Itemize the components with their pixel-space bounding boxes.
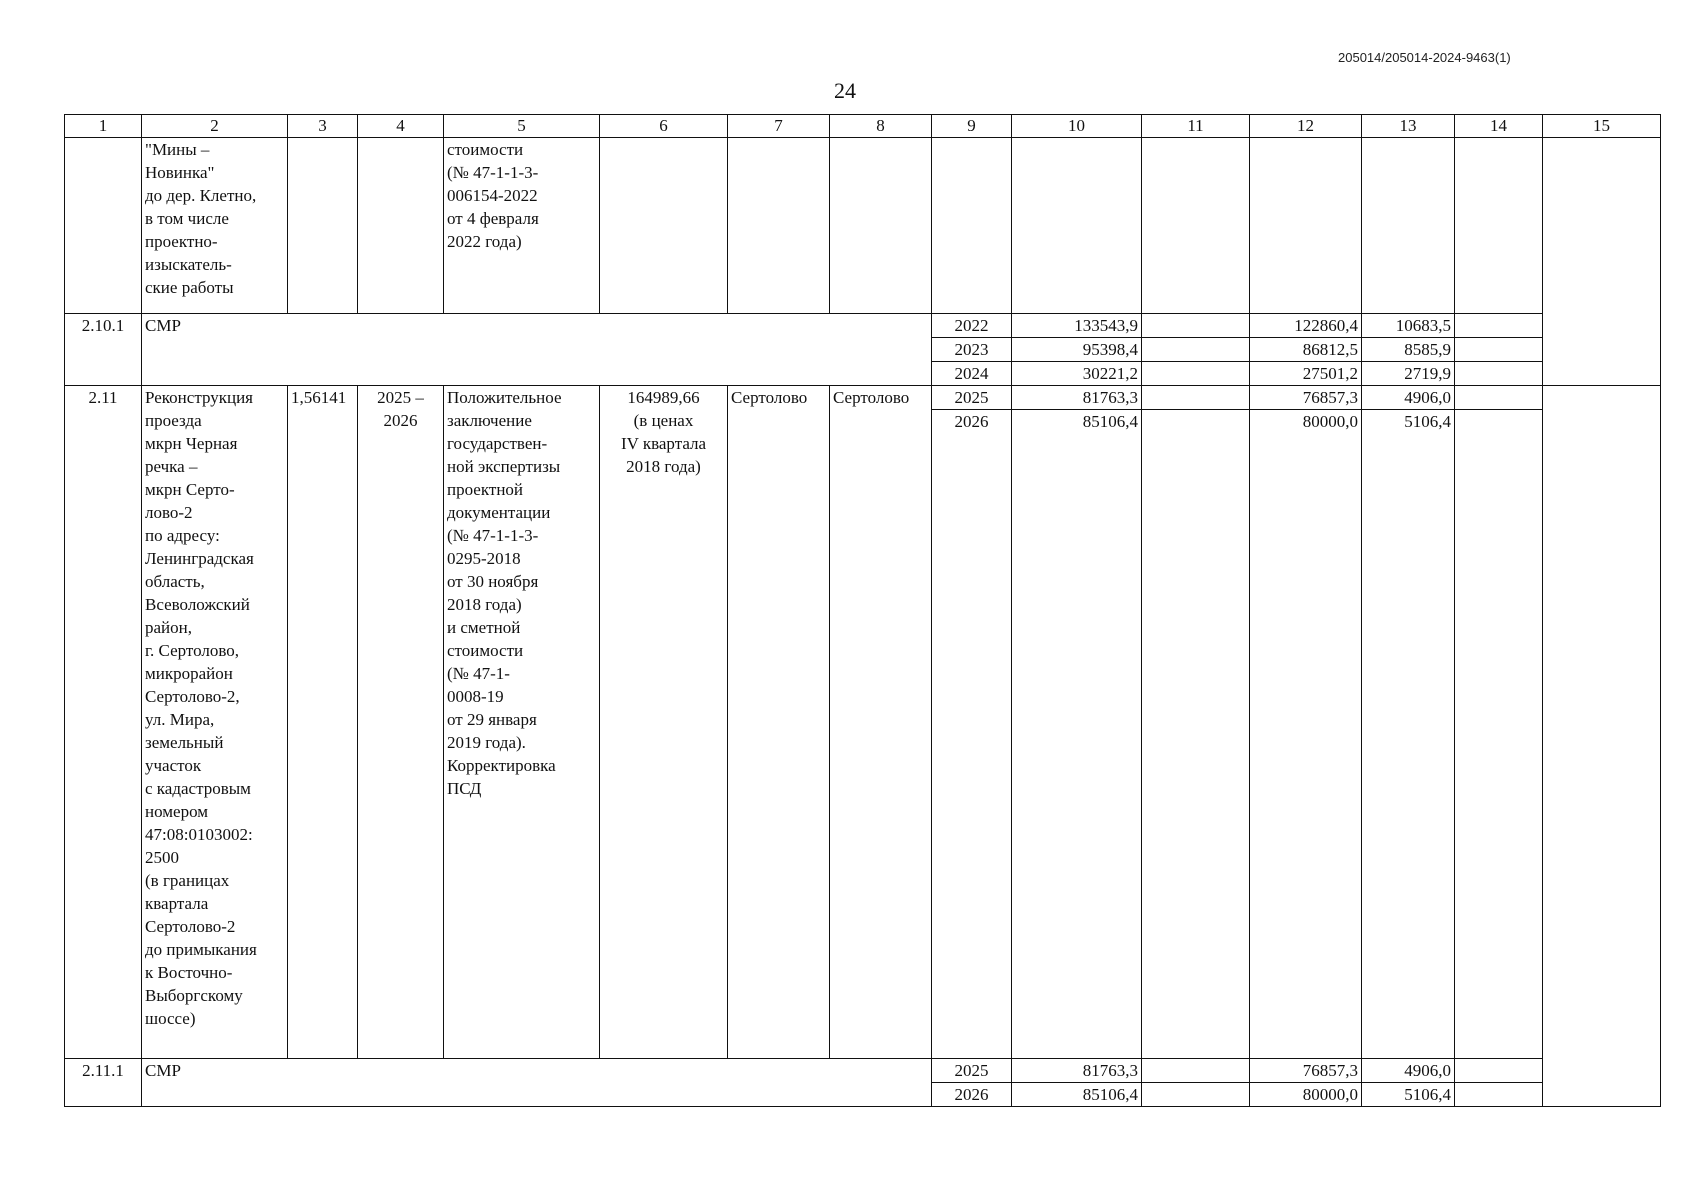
cell — [1142, 138, 1250, 314]
cell — [1142, 1059, 1250, 1083]
cell — [1250, 138, 1362, 314]
row-name: СМР — [142, 1059, 932, 1107]
year-cell: 2022 — [932, 314, 1012, 338]
object-name-cell: Реконструкция проезда мкрн Черная речка – мкрн Серто- лово-2 по адресу: Ленинградская область, Всеволожский район, г. Сертолово, микрорайон Сертолово-2, ул. Мира, земельный участок с кадастровым номером 47:08:0103002: 2500 (в границах квартала Сертолово-2 до примыкания к Восточно- Выборгскому шоссе) — [142, 386, 288, 1059]
col-header: 15 — [1543, 115, 1661, 138]
year-cell: 2023 — [932, 338, 1012, 362]
table-row — [65, 1059, 1661, 1083]
cell — [830, 138, 932, 314]
data-table — [64, 114, 1661, 1107]
col-header: 2 — [142, 115, 288, 138]
cell — [1142, 1083, 1250, 1107]
cell — [1142, 386, 1250, 410]
row-name: СМР — [142, 314, 932, 386]
cost-cell: 164989,66 (в ценах IV квартала 2018 года) — [600, 386, 728, 1059]
value-cell: 5106,4 — [1362, 1083, 1455, 1107]
cell — [288, 138, 358, 314]
col-header: 6 — [600, 115, 728, 138]
cell — [1142, 314, 1250, 338]
document-id: 205014/205014-2024-9463(1) — [1338, 50, 1511, 65]
location-cell: Сертолово — [728, 386, 830, 1059]
value-cell: 86812,5 — [1250, 338, 1362, 362]
col-header: 5 — [444, 115, 600, 138]
cell — [600, 138, 728, 314]
col-header: 8 — [830, 115, 932, 138]
year-cell: 2024 — [932, 362, 1012, 386]
value-cell: 81763,3 — [1012, 1059, 1142, 1083]
year-cell: 2025 — [932, 386, 1012, 410]
page-number: 24 — [834, 78, 856, 103]
value-cell: 10683,5 — [1362, 314, 1455, 338]
row-number: 2.10.1 — [65, 314, 142, 386]
cell — [65, 138, 142, 314]
cell — [1455, 1083, 1543, 1107]
period-cell: 2025 – 2026 — [358, 386, 444, 1059]
cell — [1012, 138, 1142, 314]
col-header: 13 — [1362, 115, 1455, 138]
value-cell: 80000,0 — [1250, 410, 1362, 1059]
value-cell: 80000,0 — [1250, 1083, 1362, 1107]
cell — [1455, 338, 1543, 362]
year-cell: 2026 — [932, 1083, 1012, 1107]
object-name-cell: "Мины – Новинка" до дер. Клетно, в том числе проектно- изыскатель- ские работы — [142, 138, 288, 314]
col-header: 10 — [1012, 115, 1142, 138]
table-row — [65, 386, 1661, 410]
cell — [1455, 314, 1543, 338]
col-header: 1 — [65, 115, 142, 138]
customer-cell: Сертолово — [830, 386, 932, 1059]
value-cell: 95398,4 — [1012, 338, 1142, 362]
cell — [1142, 338, 1250, 362]
row-number: 2.11 — [65, 386, 142, 1059]
value-cell: 27501,2 — [1250, 362, 1362, 386]
year-cell: 2025 — [932, 1059, 1012, 1083]
cell — [1455, 362, 1543, 386]
cell — [1362, 138, 1455, 314]
cell — [358, 138, 444, 314]
value-cell: 2719,9 — [1362, 362, 1455, 386]
cell — [1455, 1059, 1543, 1083]
value-cell: 76857,3 — [1250, 386, 1362, 410]
col-header: 4 — [358, 115, 444, 138]
col-header: 14 — [1455, 115, 1543, 138]
year-cell: 2026 — [932, 410, 1012, 1059]
cell — [1543, 386, 1661, 1107]
value-cell: 4906,0 — [1362, 386, 1455, 410]
table-row — [65, 314, 1661, 338]
col-header: 9 — [932, 115, 1012, 138]
cell — [728, 138, 830, 314]
value-cell: 85106,4 — [1012, 410, 1142, 1059]
basis-cell: стоимости (№ 47-1-1-3- 006154-2022 от 4 февраля 2022 года) — [444, 138, 600, 314]
value-cell: 5106,4 — [1362, 410, 1455, 1059]
cell — [1543, 138, 1661, 386]
column-number-row — [65, 115, 1661, 138]
basis-cell: Положительное заключение государствен- ной экспертизы проектной документации (№ 47-1-1-3- 0295-2018 от 30 ноября 2018 года) и сметной стоимости (№ 47-1- 0008-19 от 29 января 2019 года). Корректировка ПСД — [444, 386, 600, 1059]
col-header: 7 — [728, 115, 830, 138]
value-cell: 76857,3 — [1250, 1059, 1362, 1083]
col-header: 11 — [1142, 115, 1250, 138]
row-number: 2.11.1 — [65, 1059, 142, 1107]
value-cell: 8585,9 — [1362, 338, 1455, 362]
length-cell: 1,56141 — [288, 386, 358, 1059]
value-cell: 81763,3 — [1012, 386, 1142, 410]
value-cell: 133543,9 — [1012, 314, 1142, 338]
cell — [1142, 410, 1250, 1059]
cell — [1455, 410, 1543, 1059]
cell — [1142, 362, 1250, 386]
value-cell: 30221,2 — [1012, 362, 1142, 386]
cell — [1455, 138, 1543, 314]
value-cell: 122860,4 — [1250, 314, 1362, 338]
cell — [932, 138, 1012, 314]
table-row — [65, 138, 1661, 314]
col-header: 12 — [1250, 115, 1362, 138]
col-header: 3 — [288, 115, 358, 138]
cell — [1455, 386, 1543, 410]
value-cell: 85106,4 — [1012, 1083, 1142, 1107]
value-cell: 4906,0 — [1362, 1059, 1455, 1083]
